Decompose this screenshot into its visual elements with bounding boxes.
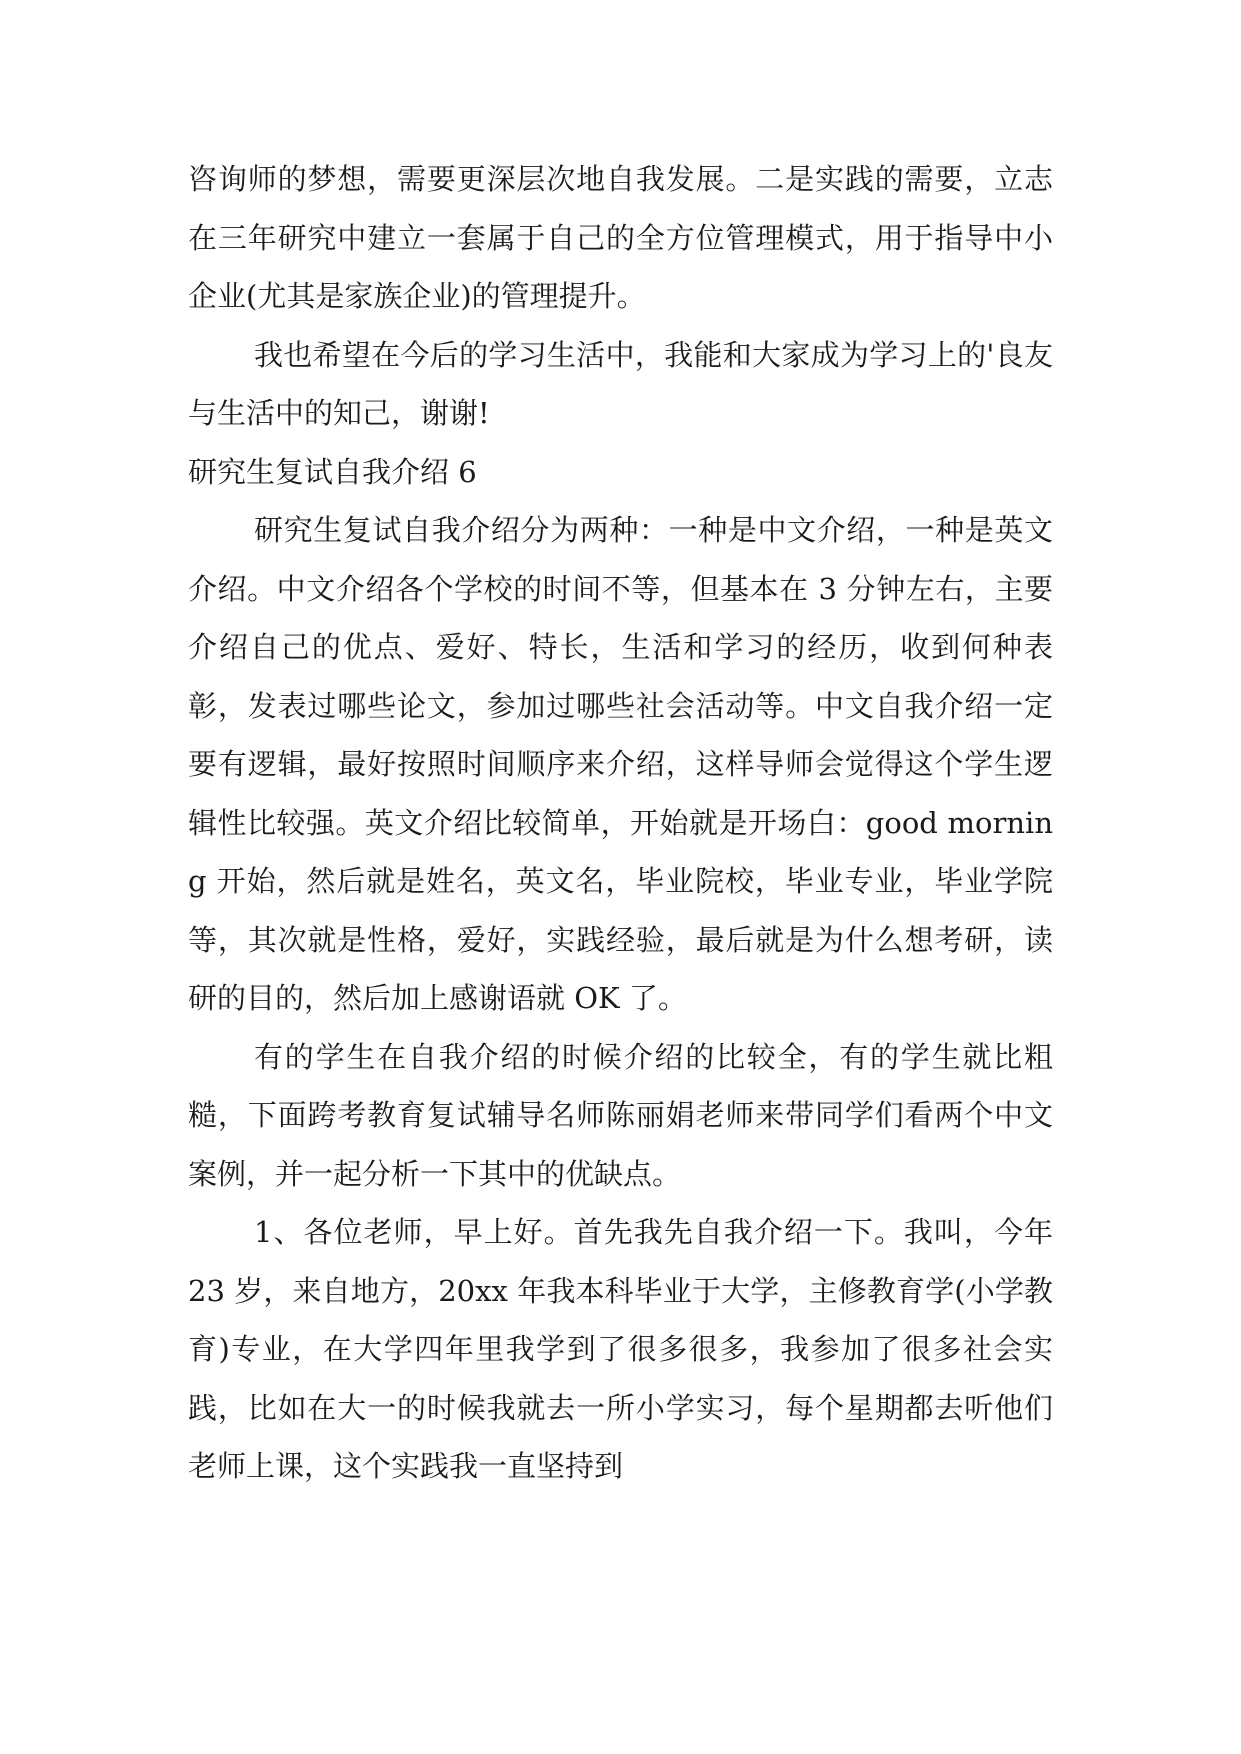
paragraph-1: 咨询师的梦想，需要更深层次地自我发展。二是实践的需要，立志在三年研究中建立一套属于自己的全方位管理模式，用于指导中小企业(尤其是家族企业)的管理提升。 (188, 162, 1053, 313)
paragraph-3: 研究生复试自我介绍分为两种：一种是中文介绍，一种是英文介绍。中文介绍各个学校的时间不等，但基本在 3 分钟左右，主要介绍自己的优点、爱好、特长，生活和学习的经历，收到何种表彰，发表过哪些论文，参加过哪些社会活动等。中文自我介绍一定要有逻辑，最好按照时间顺序来介绍，这样导师会觉得这个学生逻辑性比较强。英文介绍比较简单，开始就是开场白：good morning 开始，然后就是姓名，英文名，毕业院校，毕业专业，毕业学院等，其次就是性格，爱好，实践经验，最后就是为什么想考研，读研的目的，然后加上感谢语就 OK 了。 (188, 513, 1053, 1015)
paragraph-5: 1、各位老师，早上好。首先我先自我介绍一下。我叫，今年 23 岁，来自地方，20xx 年我本科毕业于大学，主修教育学(小学教育)专业，在大学四年里我学到了很多很多，我参加了很多社会实践，比如在大一的时候我就去一所小学实习，每个星期都去听他们老师上课，这个实践我一直坚持到 (188, 1215, 1053, 1483)
section-title: 研究生复试自我介绍 6 (188, 454, 477, 489)
paragraph-4: 有的学生在自我介绍的时候介绍的比较全，有的学生就比粗糙，下面跨考教育复试辅导名师陈丽娟老师来带同学们看两个中文案例，并一起分析一下其中的优缺点。 (188, 1039, 1053, 1191)
document-body (188, 150, 1053, 1496)
paragraph-2: 我也希望在今后的学习生活中，我能和大家成为学习上的'良友与生活中的知己，谢谢! (188, 337, 1053, 430)
